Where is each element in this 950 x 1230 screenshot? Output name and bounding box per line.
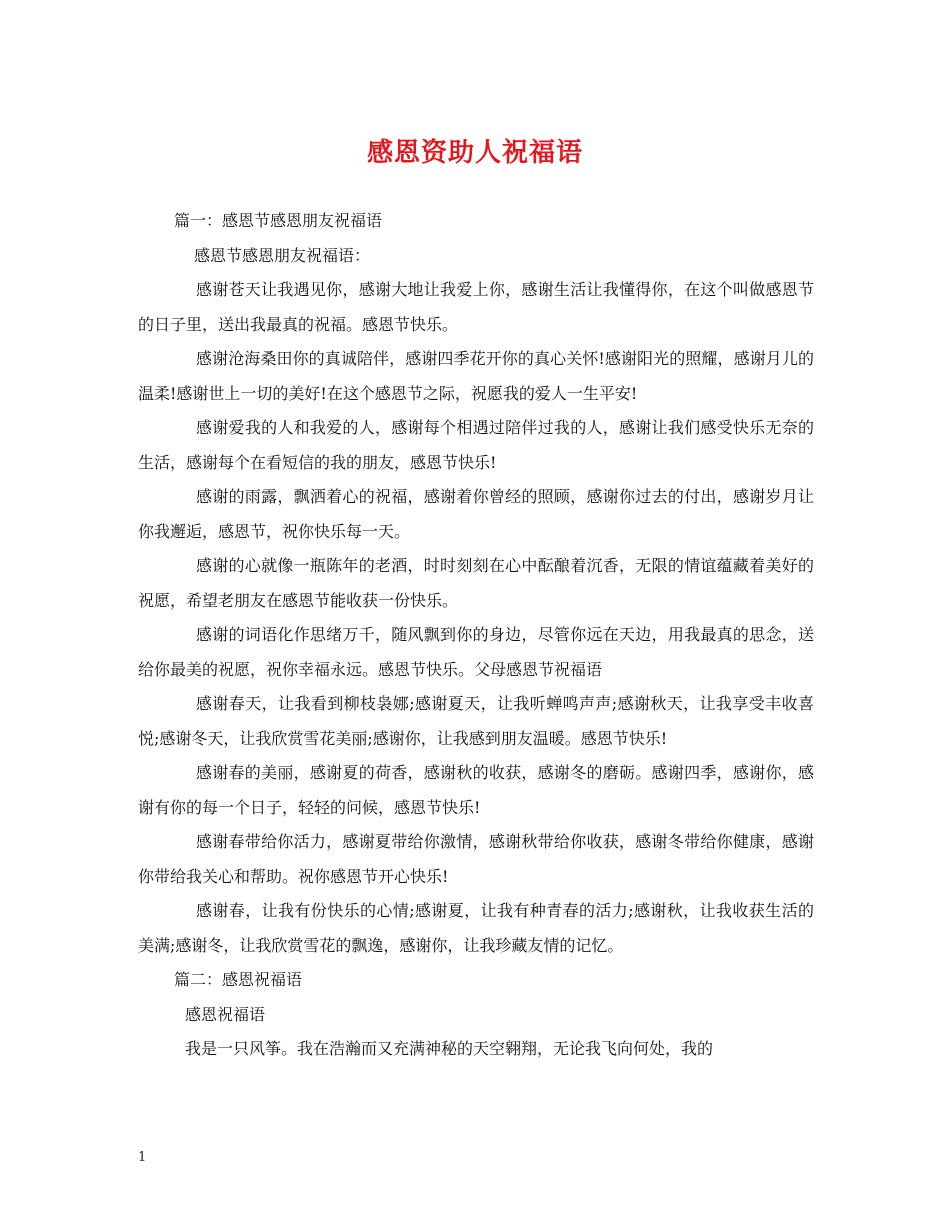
paragraph: 我是一只风筝。我在浩瀚而又充满神秘的天空翱翔，无论我飞向何处，我的 [185, 1039, 714, 1058]
paragraph: 感谢春带给你活力，感谢夏带给你激情，感谢秋带给你收获，感谢冬带给你健康，感谢你带给我关心和帮助。祝你感恩节开心快乐! [138, 832, 814, 886]
paragraph: 感谢的词语化作思绪万千，随风飘到你的身边，尽管你远在天边，用我最真的思念，送给你最美的祝愿，祝你幸福永远。感恩节快乐。父母感恩节祝福语 [138, 625, 814, 679]
document-title: 感恩资助人祝福语 [366, 138, 583, 168]
paragraph: 感谢的心就像一瓶陈年的老酒，时时刻刻在心中酝酿着沉香，无限的情谊蕴藏着美好的祝愿，希望老朋友在感恩节能收获一份快乐。 [138, 556, 814, 610]
section-subheading: 感恩节感恩朋友祝福语： [194, 245, 371, 265]
paragraph: 感谢春，让我有份快乐的心情;感谢夏，让我有种青春的活力;感谢秋，让我收获生活的美满;感谢冬，让我欣赏雪花的飘逸，感谢你，让我珍藏友情的记忆。 [138, 901, 814, 955]
paragraph: 感谢春的美丽，感谢夏的荷香，感谢秋的收获，感谢冬的磨砺。感谢四季，感谢你，感谢有你的每一个日子，轻轻的问候，感恩节快乐! [138, 763, 814, 817]
section-heading: 篇一：感恩节感恩朋友祝福语 [174, 211, 383, 230]
paragraph: 感谢苍天让我遇见你，感谢大地让我爱上你，感谢生活让我懂得你，在这个叫做感恩节的日子里，送出我最真的祝福。感恩节快乐。 [138, 280, 814, 334]
paragraph: 感谢爱我的人和我爱的人，感谢每个相遇过陪伴过我的人，感谢让我们感受快乐无奈的生活，感谢每个在看短信的我的朋友，感恩节快乐! [138, 418, 814, 472]
section-subheading: 感恩祝福语 [185, 1004, 266, 1024]
paragraph: 感谢春天，让我看到柳枝袅娜;感谢夏天，让我听蝉鸣声声;感谢秋天，让我享受丰收喜悦;感谢冬天，让我欣赏雪花美丽;感谢你，让我感到朋友温暖。感恩节快乐! [138, 694, 814, 748]
section-heading: 篇二：感恩祝福语 [174, 970, 303, 989]
document-body [138, 204, 814, 1067]
paragraph: 感谢的雨露，飘洒着心的祝福，感谢着你曾经的照顾，感谢你过去的付出，感谢岁月让你我邂逅，感恩节，祝你快乐每一天。 [138, 487, 814, 541]
page-number: 1 [138, 1150, 147, 1165]
paragraph: 感谢沧海桑田你的真诚陪伴，感谢四季花开你的真心关怀!感谢阳光的照耀，感谢月儿的温柔!感谢世上一切的美好!在这个感恩节之际，祝愿我的爱人一生平安! [138, 349, 814, 403]
